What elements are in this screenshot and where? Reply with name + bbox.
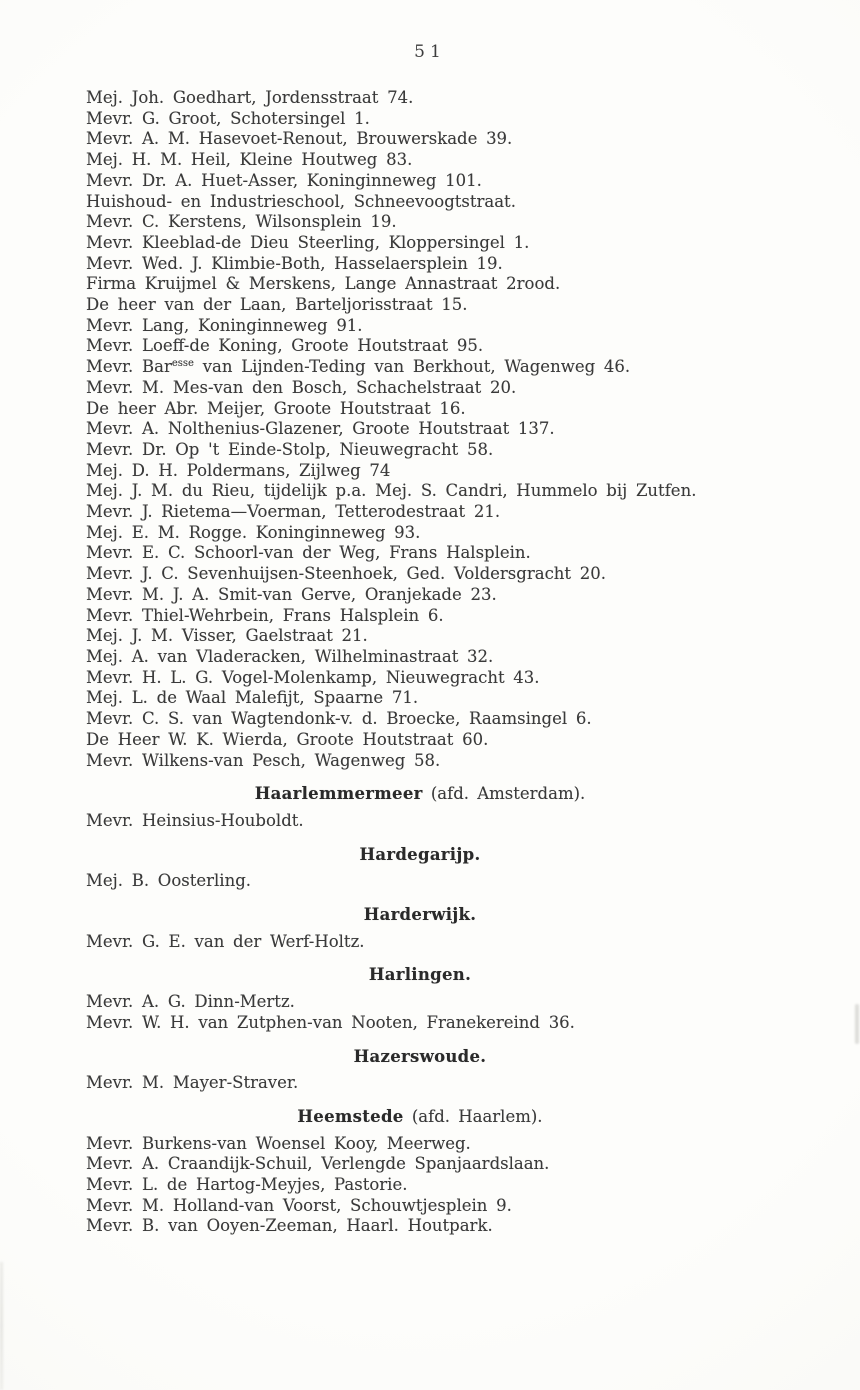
directory-entry: Mevr. Loeff-de Koning, Groote Houtstraat 95. bbox=[86, 336, 484, 356]
section-heading bbox=[60, 905, 780, 926]
directory-entry: Mevr. Heinsius-Houboldt. bbox=[86, 810, 304, 830]
directory-entry: Mevr. W. H. van Zutphen-van Nooten, Franekereind 36. bbox=[86, 1012, 575, 1032]
directory-entry: Mevr. B. van Ooyen-Zeeman, Haarl. Houtpark. bbox=[86, 1216, 493, 1236]
directory-entry: Mevr. Dr. A. Huet-Asser, Koninginneweg 101. bbox=[86, 170, 482, 190]
directory-entry: Mevr. C. S. van Wagtendonk-v. d. Broecke, Raamsingel 6. bbox=[86, 709, 592, 729]
directory-entry: Mej. B. Oosterling. bbox=[86, 871, 252, 891]
directory-entry: Mevr. L. de Hartog-Meyjes, Pastorie. bbox=[86, 1175, 408, 1195]
directory-entry: Mevr. Lang, Koninginneweg 91. bbox=[86, 315, 363, 335]
directory-entry: Huishoud- en Industrieschool, Schneevoogtstraat. bbox=[86, 191, 516, 211]
city-section bbox=[60, 965, 780, 1033]
city-section bbox=[60, 1107, 780, 1237]
directory-entry: De Heer W. K. Wierda, Groote Houtstraat 60. bbox=[86, 729, 489, 749]
section-heading-city: Hazerswoude. bbox=[353, 1046, 487, 1066]
directory-entry: Mevr. Wilkens-van Pesch, Wagenweg 58. bbox=[86, 750, 441, 770]
directory-entry: Mevr. Dr. Op 't Einde-Stolp, Nieuwegracht 58. bbox=[86, 439, 494, 459]
city-section bbox=[60, 784, 780, 831]
section-heading bbox=[60, 1107, 780, 1128]
directory-entry: Mej. A. van Vladeracken, Wilhelminastraat 32. bbox=[86, 646, 494, 666]
directory-entry: Mej. J. M. du Rieu, tijdelijk p.a. Mej. S. Candri, Hummelo bij Zutfen. bbox=[86, 481, 697, 501]
directory-entry: Mej. E. M. Rogge. Koninginneweg 93. bbox=[86, 522, 421, 542]
section-heading bbox=[60, 784, 780, 805]
section-heading-suffix: (afd. Haarlem). bbox=[403, 1106, 543, 1126]
directory-entry: Mevr. M. J. A. Smit-van Gerve, Oranjekade 23. bbox=[86, 584, 497, 604]
directory-entry: Mej. D. H. Poldermans, Zijlweg 74 bbox=[86, 460, 391, 480]
directory-entry: Mevr. Kleeblad-de Dieu Steerling, Kloppersingel 1. bbox=[86, 232, 530, 252]
directory-entry: Mej. L. de Waal Malefijt, Spaarne 71. bbox=[86, 688, 419, 708]
directory-entry: Mevr. M. Mes-van den Bosch, Schachelstraat 20. bbox=[86, 377, 517, 397]
directory-entry: De heer van der Laan, Barteljorisstraat 15. bbox=[86, 295, 468, 315]
directory-entry: Mevr. M. Mayer-Straver. bbox=[86, 1073, 299, 1093]
page-number: 51 bbox=[414, 42, 446, 62]
city-section bbox=[60, 1047, 780, 1094]
directory-entry: Mevr. A. G. Dinn-Mertz. bbox=[86, 992, 295, 1012]
directory-entry: Mej. Joh. Goedhart, Jordensstraat 74. bbox=[86, 88, 414, 107]
directory-entry: Mevr. Bar$^{esse}$ van Lijnden-Teding van Berkhout, Wagenweg 46. bbox=[86, 357, 631, 377]
section-heading-city: Harlingen. bbox=[368, 965, 472, 985]
section-heading-city: Heemstede bbox=[297, 1106, 404, 1126]
directory-entry: Mevr. Wed. J. Klimbie-Both, Hasselaersplein 19. bbox=[86, 253, 503, 273]
section-heading-city: Harderwijk. bbox=[363, 905, 477, 925]
section-heading-suffix: (afd. Amsterdam). bbox=[422, 784, 586, 804]
directory-entry: De heer Abr. Meijer, Groote Houtstraat 16. bbox=[86, 398, 466, 418]
city-section bbox=[60, 845, 780, 892]
directory-entry: Mevr. J. C. Sevenhuijsen-Steenhoek, Ged. Voldersgracht 20. bbox=[86, 564, 607, 584]
directory-entry: Mevr. A. Nolthenius-Glazener, Groote Houtstraat 137. bbox=[86, 419, 555, 439]
city-sections bbox=[60, 784, 780, 1237]
member-list-haarlem-continued bbox=[86, 88, 842, 771]
directory-entry: Mevr. C. Kerstens, Wilsonsplein 19. bbox=[86, 212, 397, 232]
directory-entry: Mevr. A. Craandijk-Schuil, Verlengde Spanjaardslaan. bbox=[86, 1154, 550, 1174]
scan-artifact bbox=[0, 1262, 3, 1390]
directory-entry: Mevr. H. L. G. Vogel-Molenkamp, Nieuwegracht 43. bbox=[86, 667, 540, 687]
directory-entry: Mevr. E. C. Schoorl-van der Weg, Frans Halsplein. bbox=[86, 543, 531, 563]
directory-entry: Firma Kruijmel & Merskens, Lange Annastraat 2rood. bbox=[86, 274, 561, 294]
directory-entry: Mevr. G. E. van der Werf-Holtz. bbox=[86, 931, 365, 951]
section-heading bbox=[60, 965, 780, 986]
directory-entry: Mevr. Burkens-van Woensel Kooy, Meerweg. bbox=[86, 1133, 471, 1153]
scan-artifact bbox=[855, 1004, 859, 1044]
section-heading bbox=[60, 1047, 780, 1068]
section-heading-city: Haarlemmermeer bbox=[254, 784, 423, 804]
directory-entry: Mevr. Thiel-Wehrbein, Frans Halsplein 6. bbox=[86, 605, 444, 625]
directory-entry: Mej. J. M. Visser, Gaelstraat 21. bbox=[86, 626, 368, 646]
directory-entry: Mevr. G. Groot, Schotersingel 1. bbox=[86, 108, 370, 128]
directory-entry: Mevr. J. Rietema—Voerman, Tetterodestraat 21. bbox=[86, 502, 501, 522]
section-heading-city: Hardegarijp. bbox=[359, 844, 481, 864]
directory-entry: Mej. H. M. Heil, Kleine Houtweg 83. bbox=[86, 150, 413, 170]
section-heading bbox=[60, 845, 780, 866]
directory-entry: Mevr. A. M. Hasevoet-Renout, Brouwerskade 39. bbox=[86, 129, 513, 149]
directory-entry: Mevr. M. Holland-van Voorst, Schouwtjesplein 9. bbox=[86, 1195, 512, 1215]
city-section bbox=[60, 905, 780, 952]
